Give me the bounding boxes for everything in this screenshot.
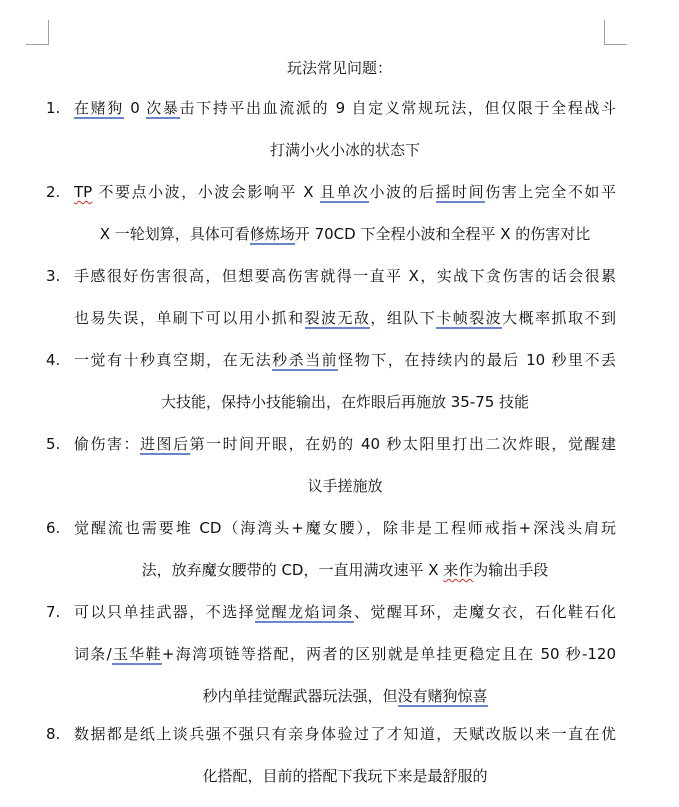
underlined-text: 且单次 bbox=[319, 183, 370, 201]
list-line bbox=[74, 549, 616, 591]
list-number: 5. bbox=[46, 435, 61, 453]
text-span: 大概率抓取不到 bbox=[502, 309, 616, 327]
text-span: 、觉醒耳环，走魔女衣，石化鞋石化 bbox=[353, 603, 616, 621]
list-line bbox=[74, 171, 616, 213]
list-line bbox=[74, 213, 616, 255]
text-span: 第一时间开眼，在奶的 40 秒太阳里打出二次炸眼，觉醒建 bbox=[189, 435, 616, 453]
list-line bbox=[74, 423, 616, 465]
list-line bbox=[74, 675, 616, 717]
underlined-text: 觉醒龙焰词条 bbox=[255, 603, 354, 621]
list-number: 3. bbox=[46, 267, 61, 285]
list-line bbox=[74, 87, 616, 129]
list-line: 化搭配，目前的搭配下我玩下来是最舒服的 bbox=[202, 767, 488, 785]
list-item-8 bbox=[46, 713, 616, 797]
list-item-6 bbox=[46, 507, 616, 591]
list-line: 手感很好伤害很高，但想要高伤害就得一直平 X，实战下贪伤害的话会很累 bbox=[74, 267, 616, 285]
list-item-1 bbox=[46, 87, 616, 171]
spell-flagged-text: 来作 bbox=[443, 561, 474, 579]
underlined-text: 修炼场 bbox=[249, 225, 295, 243]
underlined-text: 秒杀当前 bbox=[272, 351, 339, 369]
text-span: 伤害上完全不如平 bbox=[485, 183, 616, 201]
list-line bbox=[74, 339, 616, 381]
text-span: 小波的后 bbox=[369, 183, 436, 201]
list-item-7 bbox=[46, 591, 616, 717]
list-item-4 bbox=[46, 339, 616, 423]
underlined-text: 玉华鞋 bbox=[111, 645, 162, 663]
text-span: 0 bbox=[123, 99, 147, 117]
underlined-text: 卡帧裂波 bbox=[436, 309, 503, 327]
underlined-text: 摇时间 bbox=[435, 183, 486, 201]
text-span: 可以只单挂武器，不选择 bbox=[74, 603, 256, 621]
text-span: 也易失误，单刷下可以用小抓和 bbox=[74, 309, 305, 327]
text-span: 开 70CD 下全程小波和全程平 X 的伤害对比 bbox=[294, 225, 591, 243]
list-line bbox=[74, 591, 616, 633]
list-number: 2. bbox=[46, 183, 61, 201]
list-item-5 bbox=[46, 423, 616, 507]
underlined-text: 进图后 bbox=[140, 435, 190, 453]
list-number: 4. bbox=[46, 351, 61, 369]
list-item-2 bbox=[46, 171, 616, 255]
list-line: 数据都是纸上谈兵强不强只有亲身体验过了才知道，天赋改版以来一直在优 bbox=[74, 725, 616, 743]
list-line: 大技能，保持小技能输出，在炸眼后再施放 35-75 技能 bbox=[160, 393, 530, 411]
underlined-text: 次暴 bbox=[146, 99, 180, 117]
text-span: 偷伤害： bbox=[74, 435, 141, 453]
doc-title: 玩法常见问题： bbox=[286, 59, 392, 77]
text-span: 击下持平出血流派的 9 自定义常规玩法，但仅限于全程战斗 bbox=[179, 99, 616, 117]
spell-flagged-text: TP bbox=[74, 183, 93, 201]
text-span: 一觉有十秒真空期，在无法 bbox=[74, 351, 273, 369]
text-span: ，组队下 bbox=[370, 309, 437, 327]
crop-mark-top-left bbox=[26, 20, 49, 45]
text-span: X 一轮划算，具体可看 bbox=[99, 225, 250, 243]
text-span: 怪物下，在持续内的最后 10 秒里不丢 bbox=[338, 351, 616, 369]
list-number: 1. bbox=[46, 99, 61, 117]
text-span: 法，放弃魔女腰带的 CD，一直用满攻速平 X bbox=[141, 561, 444, 579]
list-line: 议手搓施放 bbox=[307, 477, 383, 495]
list-number: 7. bbox=[46, 603, 61, 621]
underlined-text: 没有赌狗惊喜 bbox=[397, 687, 488, 705]
list-line: 打满小火小冰的状态下 bbox=[269, 141, 420, 159]
list-line: 觉醒流也需要堆 CD（海湾头+魔女腰），除非是工程师戒指+深浅头肩玩 bbox=[74, 519, 616, 537]
list-line bbox=[74, 297, 616, 339]
underlined-text: 裂波无敌 bbox=[304, 309, 371, 327]
list-item-3 bbox=[46, 255, 616, 339]
text-span: 秒内单挂觉醒武器玩法强，但 bbox=[202, 687, 398, 705]
text-span: 词条/ bbox=[74, 645, 112, 663]
crop-mark-top-right bbox=[604, 20, 627, 45]
text-span: +海湾项链等搭配，两者的区别就是单挂更稳定且在 50 秒-120 bbox=[161, 645, 616, 663]
list-line bbox=[74, 633, 616, 675]
list-number: 6. bbox=[46, 519, 61, 537]
text-span: 为输出手段 bbox=[473, 561, 549, 579]
underlined-text: 在赌狗 bbox=[74, 99, 124, 117]
list-number: 8. bbox=[46, 725, 61, 743]
text-span: 不要点小波，小波会影响平 X bbox=[92, 183, 320, 201]
